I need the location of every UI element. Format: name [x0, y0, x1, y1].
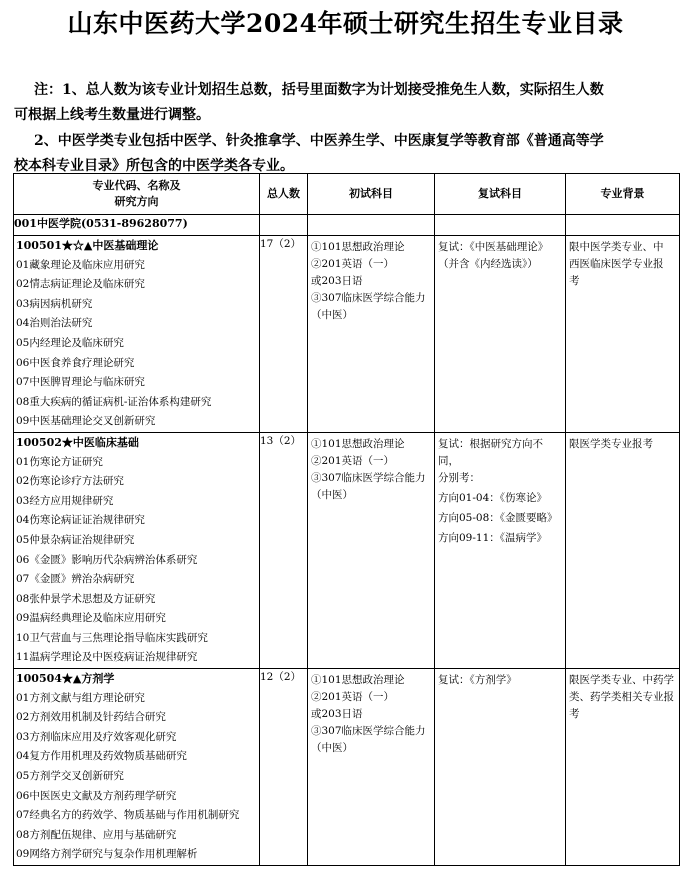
exam-subject-line: ②201英语（一）: [311, 258, 395, 270]
research-direction: 09网络方剂学研究与复杂作用机理解析: [16, 848, 198, 861]
major-row: [14, 432, 680, 668]
note-1-line-2: 可根据上线考生数量进行调整。: [14, 107, 210, 123]
research-direction: 05内经理论及临床研究: [16, 336, 124, 349]
major-code: 100501★☆▲中医基础理论: [16, 239, 159, 252]
major-directions-cell: [14, 432, 260, 668]
exam-subject-line: （中医）: [311, 488, 353, 501]
exam-subject-line: （中医）: [311, 309, 353, 321]
retest-subject-line: 复试：《方剂学》: [438, 674, 517, 687]
retest-subject-cell: [435, 236, 566, 433]
research-direction: 09温病经典理论及临床应用研究: [16, 612, 166, 625]
research-direction: 02伤寒论诊疗方法研究: [16, 475, 124, 488]
research-direction: 01伤寒论方证研究: [16, 455, 103, 468]
research-direction: 06中医食养食疗理论研究: [16, 356, 135, 369]
major-background-line: 西医临床医学专业报: [569, 258, 664, 270]
research-direction: 03经方应用规律研究: [16, 494, 114, 507]
exam-subject-line: （中医）: [311, 742, 353, 755]
college-empty-cell: [260, 215, 308, 236]
major-code: 100502★中医临床基础: [16, 435, 139, 449]
research-direction: 11温病学理论及中医疫病证治规律研究: [16, 651, 198, 664]
major-background-cell: [566, 669, 680, 866]
research-direction: 01方剂文献与组方理论研究: [16, 691, 145, 704]
major-background-line: 限医学类专业、中药学: [569, 674, 674, 687]
research-direction: 08方剂配伍规律、应用与基础研究: [16, 828, 177, 841]
header-retest: 复试科目: [435, 174, 566, 215]
exam-subject-line: 或203日语: [311, 275, 363, 287]
exam-subject-line: ③307临床医学综合能力: [311, 725, 426, 738]
college-empty-cell: [308, 215, 435, 236]
retest-subject-line: （并含《内经选读》）: [438, 258, 538, 270]
research-direction: 04伤寒论病证证治规律研究: [16, 514, 145, 527]
major-total: 13（2）: [260, 432, 308, 668]
college-empty-cell: [435, 215, 566, 236]
college-name: 001中医学院(0531-89628077): [14, 215, 260, 236]
research-direction: 01藏象理论及临床应用研究: [16, 258, 145, 271]
research-direction: 05仲景杂病证治规律研究: [16, 533, 135, 546]
research-direction: 03方剂临床应用及疗效客观化研究: [16, 730, 177, 743]
major-directions-cell: [14, 669, 260, 866]
catalog-table: [13, 173, 680, 866]
research-direction: 06中医医史文献及方剂药理学研究: [16, 789, 177, 802]
major-row: [14, 669, 680, 866]
research-direction: 08张仲景学术思想及方证研究: [16, 592, 156, 605]
research-direction: 03病因病机研究: [16, 297, 93, 310]
exam-subject-cell: [308, 432, 435, 668]
major-total: 17（2）: [260, 236, 308, 433]
header-major-code-line-2: 研究方向: [114, 195, 159, 208]
major-background-line: 考: [569, 708, 580, 721]
college-empty-cell: [566, 215, 680, 236]
major-background-line: 限医学类专业报考: [569, 437, 653, 450]
research-direction: 07《金匮》辨治杂病研究: [16, 573, 135, 586]
research-direction: 04治则治法研究: [16, 317, 93, 330]
exam-subject-cell: [308, 669, 435, 866]
research-direction: 07中医脾胃理论与临床研究: [16, 376, 145, 389]
exam-subject-line: ①101思想政治理论: [311, 241, 405, 253]
retest-subject-line: 复试：《中医基础理论》: [438, 241, 549, 253]
header-exam: 初试科目: [308, 174, 435, 215]
exam-subject-line: 或203日语: [311, 708, 363, 721]
table-header-row: [14, 174, 680, 215]
major-row: [14, 236, 680, 433]
exam-subject-line: ①101思想政治理论: [311, 437, 405, 450]
college-row: [14, 215, 680, 236]
retest-subject-line: 方向01-04：《伤寒论》: [438, 491, 548, 504]
research-direction: 02情志病证理论及临床研究: [16, 278, 145, 291]
page-title: 山东中医药大学2024年硕士研究生招生专业目录: [67, 9, 624, 38]
note-1-line-1: 注：1、总人数为该专业计划招生总数，括号里面数字为计划接受推免生人数，实际招生人数: [34, 82, 604, 98]
research-direction: 02方剂效用机制及针药结合研究: [16, 711, 166, 724]
major-directions-cell: [14, 236, 260, 433]
research-direction: 04复方作用机理及药效物质基础研究: [16, 750, 187, 763]
header-total: 总人数: [260, 174, 308, 215]
retest-subject-cell: [435, 432, 566, 668]
exam-subject-line: ①101思想政治理论: [311, 674, 405, 687]
retest-subject-line: 分别考：: [438, 471, 480, 484]
exam-subject-line: ②201英语（一）: [311, 691, 395, 704]
major-background-line: 考: [569, 275, 580, 287]
major-code: 100504★▲方剂学: [16, 672, 115, 686]
research-direction: 05方剂学交叉创新研究: [16, 770, 124, 783]
major-background-line: 限中医学类专业、中: [569, 241, 664, 253]
header-major-code-line-1: 专业代码、名称及: [92, 179, 181, 192]
research-direction: 09中医基础理论交叉创新研究: [16, 415, 156, 428]
major-background-line: 类、药学类相关专业报: [569, 691, 674, 704]
research-direction: 07经典名方的药效学、物质基础与作用机制研究: [16, 809, 240, 822]
major-background-cell: [566, 432, 680, 668]
exam-subject-line: ③307临床医学综合能力: [311, 471, 426, 484]
note-2-line-1: 2、中医学类专业包括中医学、针灸推拿学、中医养生学、中医康复学等教育部《普通高等学: [34, 133, 604, 149]
header-background: 专业背景: [566, 174, 680, 215]
retest-subject-line: 复试：根据研究方向不同，: [438, 437, 543, 467]
retest-subject-line: 方向05-08：《金匮要略》: [438, 511, 558, 524]
exam-subject-cell: [308, 236, 435, 433]
exam-subject-line: ③307临床医学综合能力: [311, 292, 426, 304]
major-background-cell: [566, 236, 680, 433]
exam-subject-line: ②201英语（一）: [311, 454, 395, 467]
header-major-code: [14, 174, 260, 215]
research-direction: 08重大疾病的循证病机-证治体系构建研究: [16, 395, 212, 408]
retest-subject-line: 方向09-11：《温病学》: [438, 531, 548, 544]
research-direction: 06《金匮》影响历代杂病辨治体系研究: [16, 553, 198, 566]
major-total: 12（2）: [260, 669, 308, 866]
retest-subject-cell: [435, 669, 566, 866]
note-2-line-2: 校本科专业目录》所包含的中医学类各专业。: [14, 158, 294, 174]
research-direction: 10卫气营血与三焦理论指导临床实践研究: [16, 631, 208, 644]
